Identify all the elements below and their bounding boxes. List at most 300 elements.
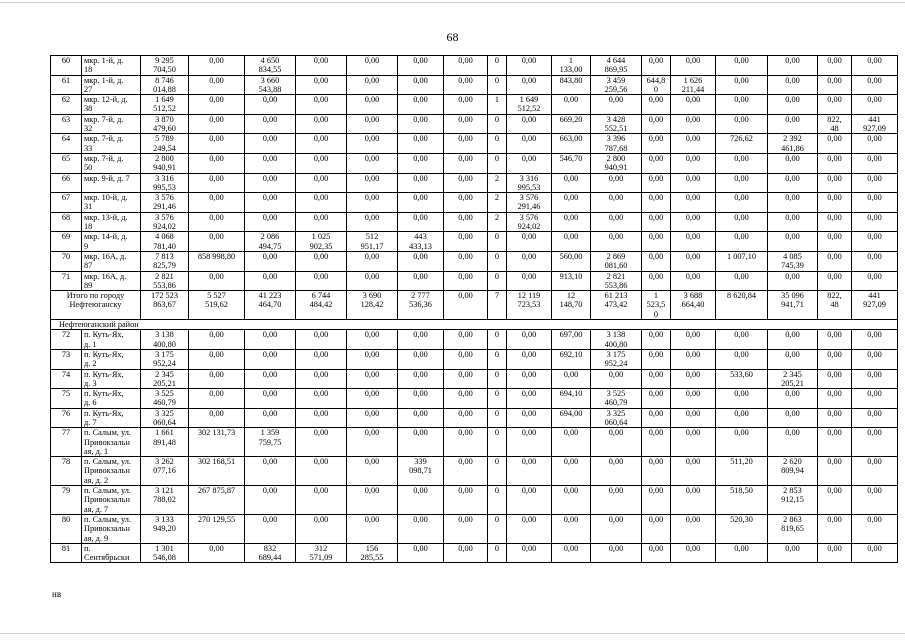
table-cell: 0,00 xyxy=(398,134,444,154)
table-cell: 0,00 xyxy=(347,408,398,428)
table-cell: 3 688 664,40 xyxy=(671,291,716,320)
table-cell: 0,00 xyxy=(852,75,898,95)
table-cell: 0,00 xyxy=(296,153,347,173)
table-cell: 0,00 xyxy=(245,389,296,409)
table-cell: 3 138 400,80 xyxy=(591,330,642,350)
table-cell: 0 xyxy=(488,486,507,515)
table-cell: 0,00 xyxy=(852,408,898,428)
table-cell: 0,00 xyxy=(245,153,296,173)
table-cell: 0,00 xyxy=(398,251,444,271)
table-cell: 0,00 xyxy=(768,212,818,232)
table-cell: 0,00 xyxy=(642,330,671,350)
table-cell: 339 098,71 xyxy=(398,457,444,486)
table-cell: 0,00 xyxy=(347,349,398,369)
table-cell: 0,00 xyxy=(189,271,245,291)
table-cell: 0,00 xyxy=(671,457,716,486)
table-cell: 0 xyxy=(488,75,507,95)
table-cell: 0,00 xyxy=(398,486,444,515)
table-cell: 0,00 xyxy=(398,543,444,563)
table-cell: 0 xyxy=(488,330,507,350)
table-cell: 73 xyxy=(51,349,82,369)
table-cell: 0,00 xyxy=(818,232,852,252)
table-cell: 2 800 940,91 xyxy=(141,153,189,173)
table-cell: 3 316 995,53 xyxy=(507,173,552,193)
table-cell: 0,00 xyxy=(852,95,898,115)
table-cell: 0,00 xyxy=(852,486,898,515)
table-cell: 0,00 xyxy=(818,389,852,409)
table-cell: 0,00 xyxy=(189,408,245,428)
table-cell: 2 869 081,60 xyxy=(591,251,642,271)
table-cell: 3 133 949,20 xyxy=(141,514,189,543)
table-cell: 0,00 xyxy=(642,114,671,134)
table-cell: 2 863 819,65 xyxy=(768,514,818,543)
table-cell: 0,00 xyxy=(398,389,444,409)
table-cell: 3 428 552,51 xyxy=(591,114,642,134)
table-cell: 0,00 xyxy=(398,271,444,291)
page-number: 68 xyxy=(446,30,459,44)
table-cell: 0,00 xyxy=(245,134,296,154)
table-cell: 0,00 xyxy=(642,486,671,515)
table-cell: 0,00 xyxy=(296,428,347,457)
table-cell: 0,00 xyxy=(507,75,552,95)
table-cell: п. Куть-Ях, д. 2 xyxy=(82,349,141,369)
table-cell: 0,00 xyxy=(347,486,398,515)
table-cell: 0,00 xyxy=(768,173,818,193)
table-cell: 3 576 291,46 xyxy=(141,193,189,213)
table-cell: 5 789 249,54 xyxy=(141,134,189,154)
table-cell: 0,00 xyxy=(507,389,552,409)
table-cell: 68 xyxy=(51,212,82,232)
table-cell: Нефтеюганский район xyxy=(51,320,898,330)
table-cell: 0,00 xyxy=(552,457,591,486)
table-cell: 0,00 xyxy=(671,486,716,515)
table-cell: 0,00 xyxy=(818,271,852,291)
table-cell: 0,00 xyxy=(716,56,768,76)
table-cell: 1 025 902,35 xyxy=(296,232,347,252)
table-cell: 0,00 xyxy=(591,212,642,232)
table-cell: 3 121 788,02 xyxy=(141,486,189,515)
table-cell: 0,00 xyxy=(444,543,488,563)
table-cell: 0,00 xyxy=(347,457,398,486)
table-cell: 0,00 xyxy=(347,114,398,134)
table-cell: 560,00 xyxy=(552,251,591,271)
table-cell: 0,00 xyxy=(245,173,296,193)
table-cell: 0,00 xyxy=(852,457,898,486)
table-cell: 9 295 704,50 xyxy=(141,56,189,76)
table-cell: 0,00 xyxy=(444,251,488,271)
table-cell: 0,00 xyxy=(296,75,347,95)
total-row xyxy=(51,291,898,320)
table-cell: 0,00 xyxy=(189,56,245,76)
table-cell: 0,00 xyxy=(716,271,768,291)
table-cell: 0,00 xyxy=(818,95,852,115)
table-cell: 546,70 xyxy=(552,153,591,173)
table-cell: 0,00 xyxy=(398,153,444,173)
table-cell: 61 213 473,42 xyxy=(591,291,642,320)
table-cell: 3 138 400,80 xyxy=(141,330,189,350)
table-cell: п. Салым, ул. Привокзальн ая, д. 1 xyxy=(82,428,141,457)
table-cell: 0,00 xyxy=(818,56,852,76)
table-cell: 0,00 xyxy=(444,75,488,95)
table-cell: 0,00 xyxy=(296,349,347,369)
table-cell: 1 xyxy=(488,95,507,115)
table-cell: 0,00 xyxy=(716,75,768,95)
table-cell: 78 xyxy=(51,457,82,486)
table-cell: 0,00 xyxy=(818,514,852,543)
table-cell: 0,00 xyxy=(591,486,642,515)
table-cell: 0,00 xyxy=(591,369,642,389)
table-cell: 0,00 xyxy=(189,153,245,173)
table-cell: 62 xyxy=(51,95,82,115)
table-cell: 511,20 xyxy=(716,457,768,486)
table-cell: 0,00 xyxy=(245,271,296,291)
table-cell: 8 746 014,88 xyxy=(141,75,189,95)
table-cell: 0,00 xyxy=(398,114,444,134)
table-cell: 1 301 546,08 xyxy=(141,543,189,563)
table-cell: 0,00 xyxy=(296,514,347,543)
table-cell: 0,00 xyxy=(347,75,398,95)
table-cell: 0,00 xyxy=(296,330,347,350)
table-cell: 0,00 xyxy=(591,232,642,252)
table-cell: 76 xyxy=(51,408,82,428)
table-cell: 0,00 xyxy=(818,486,852,515)
table-cell: 0,00 xyxy=(642,408,671,428)
table-cell: 0,00 xyxy=(245,251,296,271)
table-cell: 0,00 xyxy=(552,514,591,543)
table-cell: 0,00 xyxy=(768,428,818,457)
table-cell: 0,00 xyxy=(507,232,552,252)
table-cell: 0,00 xyxy=(507,114,552,134)
table-cell: 0,00 xyxy=(398,193,444,213)
table-cell: 0,00 xyxy=(296,369,347,389)
table-cell: 0,00 xyxy=(245,330,296,350)
table-cell: 61 xyxy=(51,75,82,95)
table-cell: 2 xyxy=(488,193,507,213)
table-cell: 0,00 xyxy=(768,408,818,428)
table-cell: 0,00 xyxy=(642,428,671,457)
table-cell: 0 xyxy=(488,251,507,271)
table-cell: 0,00 xyxy=(245,369,296,389)
table-cell: 70 xyxy=(51,251,82,271)
table-cell: 0,00 xyxy=(444,134,488,154)
table-cell: 64 xyxy=(51,134,82,154)
table-cell: 0,00 xyxy=(716,408,768,428)
table-cell: 75 xyxy=(51,389,82,409)
table-cell: 0,00 xyxy=(398,95,444,115)
table-cell: 1 359 759,75 xyxy=(245,428,296,457)
table-cell: 0,00 xyxy=(189,232,245,252)
table-cell: 0,00 xyxy=(642,212,671,232)
table-row xyxy=(51,514,898,543)
table-cell: 0,00 xyxy=(642,457,671,486)
table-cell: 1 649 512,52 xyxy=(507,95,552,115)
table-cell: 0,00 xyxy=(347,134,398,154)
table-cell: 65 xyxy=(51,153,82,173)
table-cell: мкр. 16А, д. 89 xyxy=(82,271,141,291)
table-cell: 2 821 553,86 xyxy=(141,271,189,291)
table-cell: 0,00 xyxy=(552,369,591,389)
table-cell: 66 xyxy=(51,173,82,193)
table-cell: 312 571,09 xyxy=(296,543,347,563)
table-cell: 0 xyxy=(488,514,507,543)
table-cell: 0,00 xyxy=(296,173,347,193)
table-cell: 0,00 xyxy=(398,56,444,76)
table-cell: 302 168,51 xyxy=(189,457,245,486)
table-cell: 0,00 xyxy=(347,193,398,213)
table-cell: 0 xyxy=(488,543,507,563)
table-cell: 0,00 xyxy=(444,369,488,389)
table-cell: 0,00 xyxy=(444,349,488,369)
table-cell: 0,00 xyxy=(507,56,552,76)
table-cell: 832 689,44 xyxy=(245,543,296,563)
table-cell: 0,00 xyxy=(852,232,898,252)
table-cell: 0,00 xyxy=(444,56,488,76)
table-cell: 0,00 xyxy=(671,543,716,563)
table-cell: 0,00 xyxy=(245,457,296,486)
table-cell: 7 xyxy=(488,291,507,320)
table-cell: 0,00 xyxy=(852,428,898,457)
table-cell: 0,00 xyxy=(642,56,671,76)
table-cell: 0,00 xyxy=(671,330,716,350)
table-cell: 0,00 xyxy=(398,369,444,389)
table-cell: 0,00 xyxy=(852,389,898,409)
table-row xyxy=(51,232,898,252)
rows-section xyxy=(51,320,898,330)
table-cell: 0,00 xyxy=(245,193,296,213)
table-cell: 67 xyxy=(51,193,82,213)
table-cell: 0 xyxy=(488,408,507,428)
table-cell: мкр. 10-й, д. 31 xyxy=(82,193,141,213)
table-cell: 0,00 xyxy=(347,369,398,389)
table-cell: 0,00 xyxy=(818,212,852,232)
table-cell: 0,00 xyxy=(768,330,818,350)
table-cell: 0,00 xyxy=(818,428,852,457)
table-cell: 0,00 xyxy=(507,330,552,350)
table-cell: 0,00 xyxy=(507,408,552,428)
table-cell: 3 870 479,60 xyxy=(141,114,189,134)
table-cell: 1 133,00 xyxy=(552,56,591,76)
table-cell: 0,00 xyxy=(552,95,591,115)
table-cell: 0,00 xyxy=(189,134,245,154)
table-cell: 0,00 xyxy=(852,173,898,193)
table-cell: 0,00 xyxy=(444,173,488,193)
table-cell: 0,00 xyxy=(552,173,591,193)
table-cell: 0,00 xyxy=(347,153,398,173)
table-cell: 822, 48 xyxy=(818,291,852,320)
table-cell: 6 744 484,42 xyxy=(296,291,347,320)
table-cell: 0,00 xyxy=(716,330,768,350)
table-cell: 726,62 xyxy=(716,134,768,154)
table-cell: 0,00 xyxy=(642,543,671,563)
table-cell: 0,00 xyxy=(768,153,818,173)
table-cell: 0,00 xyxy=(552,193,591,213)
table-row xyxy=(51,75,898,95)
table-cell: 0,00 xyxy=(444,114,488,134)
table-cell: 518,50 xyxy=(716,486,768,515)
table-cell: 692,10 xyxy=(552,349,591,369)
table-cell: п. Куть-Ях, д. 1 xyxy=(82,330,141,350)
table-cell: 0,00 xyxy=(671,56,716,76)
table-cell: 3 459 259,56 xyxy=(591,75,642,95)
table-cell: 533,60 xyxy=(716,369,768,389)
table-cell: 0,00 xyxy=(716,193,768,213)
table-cell: 0,00 xyxy=(444,193,488,213)
table-cell: 0,00 xyxy=(768,543,818,563)
table-cell: 0,00 xyxy=(189,114,245,134)
table-cell: 79 xyxy=(51,486,82,515)
table-cell: 35 096 941,71 xyxy=(768,291,818,320)
table-cell: 0,00 xyxy=(347,389,398,409)
table-cell: 0,00 xyxy=(852,349,898,369)
table-cell: 0,00 xyxy=(671,95,716,115)
table-cell: 0,00 xyxy=(642,251,671,271)
table-cell: 0,00 xyxy=(591,95,642,115)
table-cell: 0,00 xyxy=(818,153,852,173)
table-cell: 2 620 809,94 xyxy=(768,457,818,486)
table-cell: 0,00 xyxy=(671,212,716,232)
table-cell: 71 xyxy=(51,271,82,291)
table-cell: 0,00 xyxy=(818,173,852,193)
table-cell: 3 175 952,24 xyxy=(591,349,642,369)
table-cell: 0,00 xyxy=(507,457,552,486)
table-cell: п. Салым, ул. Привокзальн ая, д. 9 xyxy=(82,514,141,543)
table-cell: 0 xyxy=(488,271,507,291)
table-row xyxy=(51,330,898,350)
table-row xyxy=(51,95,898,115)
table-cell: 0,00 xyxy=(852,134,898,154)
table-cell: 0,00 xyxy=(189,389,245,409)
table-cell: 3 576 291,46 xyxy=(507,193,552,213)
table-cell: 0,00 xyxy=(818,330,852,350)
table-cell: 0,00 xyxy=(852,369,898,389)
table-cell: п. Куть-Ях, д. 7 xyxy=(82,408,141,428)
table-cell: 0 xyxy=(488,369,507,389)
table-cell: 0,00 xyxy=(852,193,898,213)
table-cell: 0,00 xyxy=(507,543,552,563)
table-cell: 0,00 xyxy=(347,56,398,76)
table-cell: 644,8 0 xyxy=(642,75,671,95)
table-cell: 0,00 xyxy=(642,232,671,252)
table-cell: 0,00 xyxy=(245,486,296,515)
table-cell: 0,00 xyxy=(671,251,716,271)
table-cell: 0,00 xyxy=(768,56,818,76)
table-cell: 0,00 xyxy=(444,232,488,252)
table-cell: 63 xyxy=(51,114,82,134)
table-cell: 0,00 xyxy=(189,75,245,95)
table-cell: 156 285,55 xyxy=(347,543,398,563)
table-cell: 0,00 xyxy=(768,232,818,252)
table-row xyxy=(51,543,898,563)
table-cell: мкр. 7-й, д. 32 xyxy=(82,114,141,134)
table-cell: 443 433,13 xyxy=(398,232,444,252)
table-cell: 0,00 xyxy=(671,349,716,369)
table-cell: 72 xyxy=(51,330,82,350)
table-row xyxy=(51,56,898,76)
table-cell: 0,00 xyxy=(768,271,818,291)
table-cell: 3 262 077,16 xyxy=(141,457,189,486)
table-cell: 4 644 869,95 xyxy=(591,56,642,76)
table-cell: 0,00 xyxy=(818,369,852,389)
table-row xyxy=(51,408,898,428)
table-cell: п. Салым, ул. Привокзальн ая, д. 2 xyxy=(82,457,141,486)
table-cell: 7 813 825,79 xyxy=(141,251,189,271)
table-cell: 0,00 xyxy=(642,369,671,389)
table-row xyxy=(51,173,898,193)
table-cell: 0,00 xyxy=(591,173,642,193)
table-cell: 694,10 xyxy=(552,389,591,409)
table-cell: 2 086 494,75 xyxy=(245,232,296,252)
table-cell: 0,00 xyxy=(296,212,347,232)
table-cell: 913,10 xyxy=(552,271,591,291)
table-cell: 0,00 xyxy=(818,457,852,486)
table-cell: 0,00 xyxy=(768,349,818,369)
table-cell: 0,00 xyxy=(398,349,444,369)
table-cell: 0,00 xyxy=(716,153,768,173)
table-cell: 0,00 xyxy=(189,369,245,389)
table-cell: 0,00 xyxy=(716,389,768,409)
table-cell: 0,00 xyxy=(347,514,398,543)
table-cell: мкр. 7-й, д. 50 xyxy=(82,153,141,173)
table-cell: 0,00 xyxy=(189,95,245,115)
table-cell: 0,00 xyxy=(507,251,552,271)
table-cell: 3 396 787,68 xyxy=(591,134,642,154)
table-cell: 0,00 xyxy=(444,212,488,232)
table-cell: 0,00 xyxy=(347,95,398,115)
table-cell: 0,00 xyxy=(444,457,488,486)
table-cell: 0,00 xyxy=(507,428,552,457)
table-cell: 3 325 060,64 xyxy=(591,408,642,428)
table-cell: 0,00 xyxy=(296,457,347,486)
table-cell: 0,00 xyxy=(296,134,347,154)
table-cell: 0,00 xyxy=(296,408,347,428)
section-heading-row xyxy=(51,320,898,330)
table-cell: 0,00 xyxy=(591,543,642,563)
table-cell: 0,00 xyxy=(444,330,488,350)
table-cell: 0 xyxy=(488,428,507,457)
table-cell: 0,00 xyxy=(852,514,898,543)
table-cell: 0,00 xyxy=(671,134,716,154)
table-cell: 0,00 xyxy=(507,486,552,515)
table-row xyxy=(51,486,898,515)
table-row xyxy=(51,114,898,134)
table-cell: 1 649 512,52 xyxy=(141,95,189,115)
table-cell: 0 xyxy=(488,153,507,173)
table-cell: 0,00 xyxy=(852,271,898,291)
page-footnote: нв xyxy=(52,589,62,599)
table-cell: 0,00 xyxy=(296,193,347,213)
table-cell: 3 525 460,79 xyxy=(591,389,642,409)
table-cell: п. Куть-Ях, д. 3 xyxy=(82,369,141,389)
table-row xyxy=(51,271,898,291)
table-cell: 0,00 xyxy=(245,408,296,428)
table-cell: 0,00 xyxy=(189,212,245,232)
table-cell: 0,00 xyxy=(642,349,671,369)
table-cell: 0,00 xyxy=(671,271,716,291)
table-cell: 2 xyxy=(488,173,507,193)
table-cell: 3 316 995,53 xyxy=(141,173,189,193)
table-cell: 0,00 xyxy=(768,95,818,115)
table-cell: 60 xyxy=(51,56,82,76)
table-cell: 0,00 xyxy=(347,271,398,291)
table-cell: 0,00 xyxy=(444,408,488,428)
table-cell: 0,00 xyxy=(852,330,898,350)
table-cell: 5 527 519,62 xyxy=(189,291,245,320)
table-cell: 0,00 xyxy=(818,251,852,271)
table-cell: 0,00 xyxy=(852,153,898,173)
table-cell: 0,00 xyxy=(245,514,296,543)
table-cell: 0,00 xyxy=(642,193,671,213)
table-cell: 0,00 xyxy=(671,193,716,213)
